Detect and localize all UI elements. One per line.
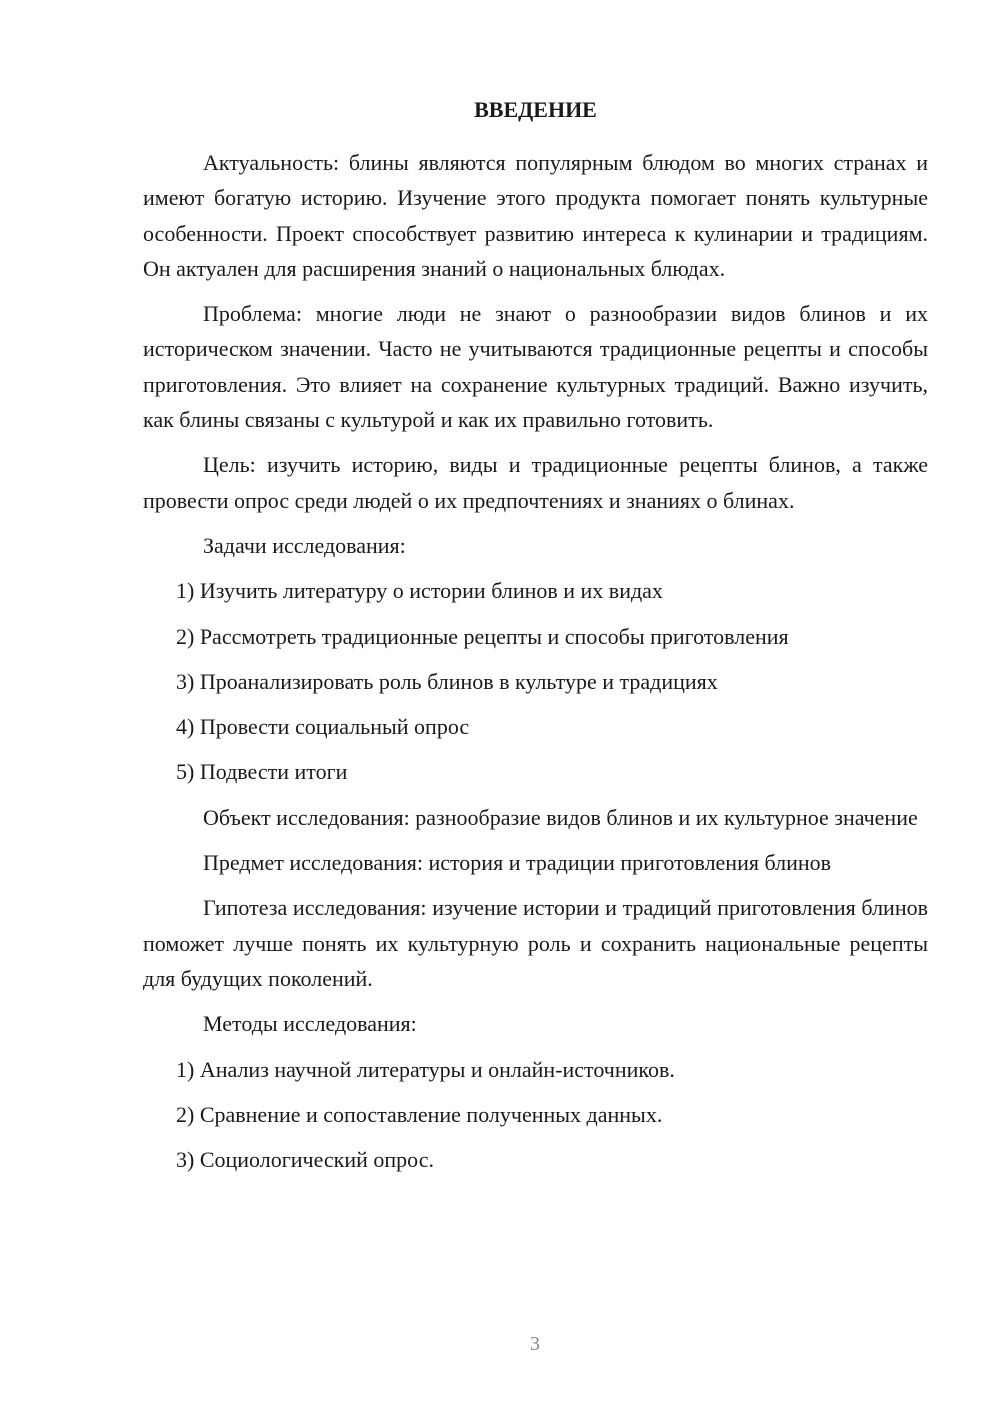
problem-paragraph: Проблема: многие люди не знают о разнообразии видов блинов и их историческом значении. Часто не учитываются традиционные рецепты и способы приготовления. Это влияет на сохранение культурных традиций. Важно изучить, как блины связаны с культурой и как их правильно готовить. [143,301,928,433]
page-content [143,93,928,1187]
methods-heading: Методы исследования: [203,1011,417,1037]
subject-paragraph: Предмет исследования: история и традиции приготовления блинов [203,850,832,876]
task-item: 4) Провести социальный опрос [176,714,470,740]
task-item: 3) Проанализировать роль блинов в культуре и традициях [176,668,718,694]
task-item: 2) Рассмотреть традиционные рецепты и способы приготовления [176,623,789,649]
method-item: 3) Социологический опрос. [176,1147,434,1173]
method-item: 1) Анализ научной литературы и онлайн-источников. [176,1056,675,1082]
object-paragraph: Объект исследования: разнообразие видов блинов и их культурное значение [203,804,918,830]
method-item: 2) Сравнение и сопоставление полученных данных. [176,1101,663,1127]
task-item: 1) Изучить литературу о истории блинов и их видах [176,578,663,604]
task-item: 5) Подвести итоги [176,759,348,785]
page-number: 3 [530,1333,540,1355]
tasks-heading: Задачи исследования: [203,532,406,558]
relevance-paragraph: Актуальность: блины являются популярным блюдом во многих странах и имеют богатую историю. Изучение этого продукта помогает понять культурные особенности. Проект способствует развитию интереса к кулинарии и традициям. Он актуален для расширения знаний о национальных блюдах. [143,150,928,281]
section-title: ВВЕДЕНИЕ [474,97,597,122]
hypothesis-paragraph: Гипотеза исследования: изучение истории и традиций приготовления блинов поможет лучше понять их культурную роль и сохранить национальные рецепты для будущих поколений. [143,895,928,991]
goal-paragraph: Цель: изучить историю, виды и традиционные рецепты блинов, а также провести опрос среди людей о их предпочтениях и знаниях о блинах. [143,452,928,513]
